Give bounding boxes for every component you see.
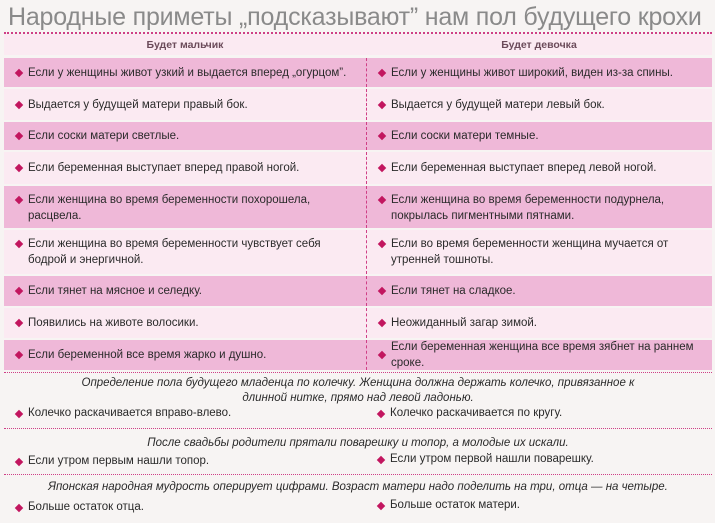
diamond-bullet-icon [378,132,386,140]
diamond-bullet-icon [377,409,385,417]
table-row [4,122,712,150]
page-title: Народные приметы „подсказывают” нам пол будущего крохи [8,3,702,31]
cell-boy: Если беременной все время жарко и душно. [4,340,366,370]
diamond-bullet-icon [377,455,385,463]
column-header-girl: Будет девочка [501,38,577,51]
cell-girl: Если женщина во время беременности подурнела, покрылась пигментными пятнами. [366,186,712,228]
diamond-bullet-icon [15,100,23,108]
cell-boy: Если тянет на мясное и селедку. [4,276,366,306]
section-girl: Колечко раскачивается по кругу. [378,406,708,421]
diamond-bullet-icon [15,457,23,465]
diamond-bullet-icon [15,68,23,76]
section-boy: Больше остаток отца. [16,500,356,515]
diamond-bullet-icon [378,287,386,295]
diamond-bullet-icon [15,503,23,511]
diamond-bullet-icon [15,319,23,327]
section-girl: Если утром первой нашли поварешку. [378,452,708,467]
diamond-bullet-icon [15,351,23,359]
cell-boy: Появились на животе волосики. [4,308,366,338]
diamond-bullet-icon [378,68,386,76]
cell-girl: Если тянет на сладкое. [366,276,712,306]
section-note: Определение пола будущего младенца по колечку. Женщина должна держать колечко, привязанное к длинной нитке, прямо над левой ладонью. [81,377,635,404]
cell-girl: Выдается у будущей матери левый бок. [366,89,712,120]
section-boy: Колечко раскачивается вправо-влево. [16,406,356,421]
table-row [4,152,712,184]
cell-boy: Если женщина во время беременности чувствует себя бодрой и энергичной. [4,230,366,274]
cell-girl: Если соски матери темные. [366,122,712,150]
table-row [4,340,712,370]
diamond-bullet-icon [15,132,23,140]
table-row [4,58,712,87]
column-header-boy: Будет мальчик [146,38,224,51]
diamond-bullet-icon [378,100,386,108]
diamond-bullet-icon [378,196,386,204]
section-divider [4,428,712,429]
cell-boy: Выдается у будущей матери правый бок. [4,89,366,120]
table-row [4,186,712,228]
cell-boy: Если женщина во время беременности похорошела, расцвела. [4,186,366,228]
section-girl: Больше остаток матери. [378,498,708,513]
section-boy: Если утром первым нашли топор. [16,454,356,469]
omens-table [4,32,712,522]
table-row [4,230,712,274]
cell-girl: Если во время беременности женщина мучается от утренней тошноты. [366,230,712,274]
cell-girl: Неожиданный загар зимой. [366,308,712,338]
table-row [4,308,712,338]
cell-boy: Если соски матери светлые. [4,122,366,150]
diamond-bullet-icon [15,196,23,204]
diamond-bullet-icon [15,409,23,417]
section-divider [4,372,712,373]
cell-girl: Если беременная женщина все время зябнет на раннем сроке. [366,340,712,370]
cell-girl: Если беременная выступает вперед левой ногой. [366,152,712,184]
diamond-bullet-icon [378,164,386,172]
section-note: После свадьбы родители прятали поварешку и топор, а молодые их искали. [147,437,569,449]
diamond-bullet-icon [377,501,385,509]
diamond-bullet-icon [378,351,386,359]
diamond-bullet-icon [378,240,386,248]
diamond-bullet-icon [15,164,23,172]
diamond-bullet-icon [15,240,23,248]
table-row [4,89,712,120]
diamond-bullet-icon [15,287,23,295]
cell-boy: Если беременная выступает вперед правой ногой. [4,152,366,184]
cell-boy: Если у женщины живот узкий и выдается вперед „огурцом”. [4,58,366,87]
section-divider [4,474,712,475]
diamond-bullet-icon [378,319,386,327]
section-note: Японская народная мудрость оперирует цифрами. Возраст матери надо поделить на три, отца — на четыре. [48,481,668,493]
table-row [4,276,712,306]
cell-girl: Если у женщины живот широкий, виден из-за спины. [366,58,712,87]
table-header [4,34,712,55]
